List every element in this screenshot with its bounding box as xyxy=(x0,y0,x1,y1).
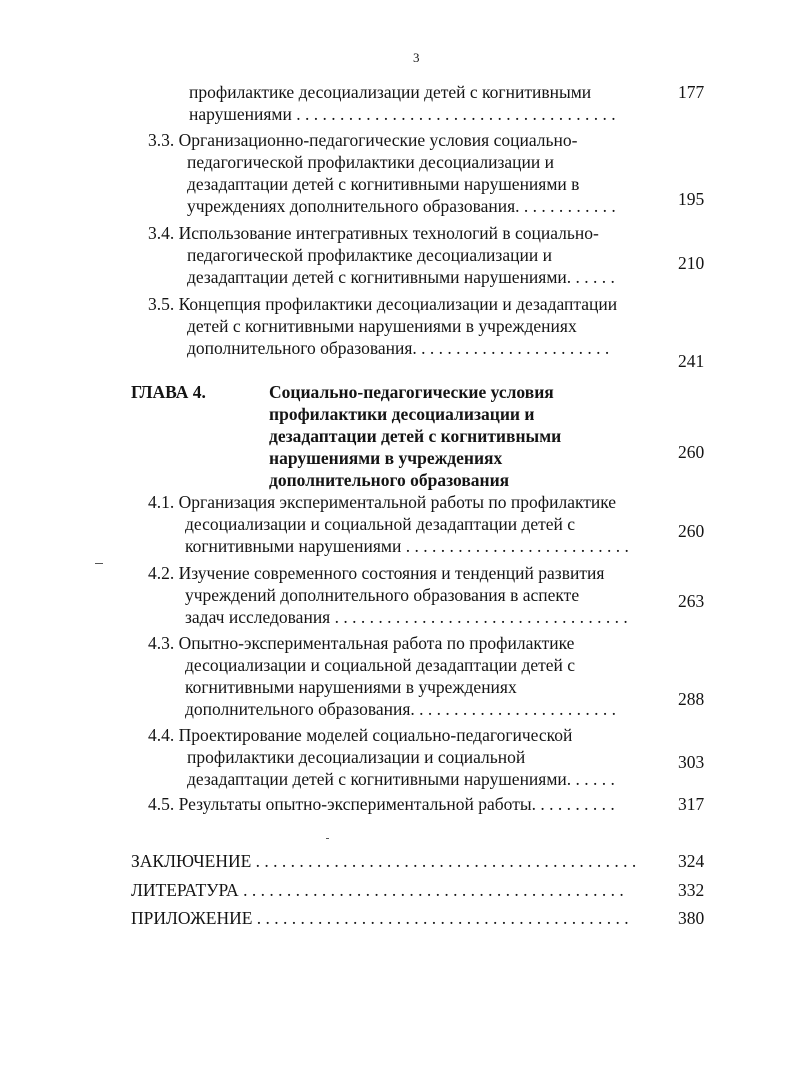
toc-page-number: 380 xyxy=(678,908,705,928)
toc-page-number: 260 xyxy=(678,521,705,541)
scan-mark xyxy=(95,563,103,564)
toc-page-number: 303 xyxy=(678,752,705,772)
toc-entry-line: когнитивными нарушениями . . . . . . . . . . . . . . . . . . . . . . . . . . xyxy=(185,536,629,556)
toc-page-number: 317 xyxy=(678,794,705,814)
toc-page-number: 324 xyxy=(678,851,705,871)
toc-entry-line: дезадаптации детей с когнитивными нарушениями. . . . . . xyxy=(187,769,615,789)
toc-entry-line: нарушениями . . . . . . . . . . . . . . . . . . . . . . . . . . . . . . . . . . . . . xyxy=(189,104,616,124)
toc-entry-line: учреждений дополнительного образования в аспекте xyxy=(185,585,580,605)
page-number: 3 xyxy=(413,50,420,65)
toc-entry-line: 4.3. Опытно-экспериментальная работа по профилактике xyxy=(148,633,575,653)
toc-entry-line: профилактике десоциализации детей с когнитивными xyxy=(189,82,592,102)
back-matter-label: ЗАКЛЮЧЕНИЕ . . . . . . . . . . . . . . . . . . . . . . . . . . . . . . . . . . . . . . . . . . . . xyxy=(131,851,637,871)
chapter-title-line: профилактики десоциализации и xyxy=(269,404,535,424)
chapter-label: ГЛАВА 4. xyxy=(131,382,206,402)
toc-page-number: 260 xyxy=(678,442,705,462)
toc-entry-line: 3.3. Организационно-педагогические условия социально- xyxy=(148,130,578,150)
toc-page-number: 263 xyxy=(678,591,705,611)
toc-entry-line: 4.1. Организация экспериментальной работы по профилактике xyxy=(148,492,617,512)
toc-page-number: 332 xyxy=(678,880,705,900)
back-matter-label: ПРИЛОЖЕНИЕ . . . . . . . . . . . . . . . . . . . . . . . . . . . . . . . . . . . . . . . . . . . xyxy=(131,908,629,928)
chapter-title-line: дезадаптации детей с когнитивными xyxy=(269,426,562,446)
toc-entry-line: дополнительного образования. . . . . . . . . . . . . . . . . . . . . . . . xyxy=(185,699,617,719)
toc-page-number: 177 xyxy=(678,82,705,102)
toc-entry-line: 4.2. Изучение современного состояния и тенденций развития xyxy=(148,563,605,583)
scan-mark xyxy=(326,838,329,839)
toc-entry-line: 3.5. Концепция профилактики десоциализации и дезадаптации xyxy=(148,294,618,314)
toc-entry-line: десоциализации и социальной дезадаптации детей с xyxy=(185,655,576,675)
back-matter-label: ЛИТЕРАТУРА . . . . . . . . . . . . . . . . . . . . . . . . . . . . . . . . . . . . . . . . . . . . xyxy=(131,880,624,900)
toc-entry-line: профилактики десоциализации и социальной xyxy=(187,747,526,767)
chapter-title-line: Социально-педагогические условия xyxy=(269,382,554,402)
toc-entry-line: дезадаптации детей с когнитивными нарушениями в xyxy=(187,174,580,194)
toc-entry-line: 3.4. Использование интегративных технологий в социально- xyxy=(148,223,599,243)
toc-page-number: 241 xyxy=(678,351,705,371)
toc-entry-line: 4.4. Проектирование моделей социально-педагогической xyxy=(148,725,573,745)
toc-page-number: 288 xyxy=(678,689,705,709)
chapter-title-line: нарушениями в учреждениях xyxy=(269,448,503,468)
toc-entry-line: когнитивными нарушениями в учреждениях xyxy=(185,677,517,697)
toc-entry-line: десоциализации и социальной дезадаптации детей с xyxy=(185,514,576,534)
toc-entry-line: задач исследования . . . . . . . . . . . . . . . . . . . . . . . . . . . . . . . . . . xyxy=(185,607,628,627)
toc-entry-line: педагогической профилактике десоциализации и xyxy=(187,245,552,265)
toc-entry-line: детей с когнитивными нарушениями в учреждениях xyxy=(187,316,577,336)
toc-entry-line: 4.5. Результаты опытно-экспериментальной работы. . . . . . . . . . xyxy=(148,794,615,814)
toc-page-number: 195 xyxy=(678,189,705,209)
toc-entry-line: дополнительного образования. . . . . . . . . . . . . . . . . . . . . . . xyxy=(187,338,610,358)
toc-entry-line: педагогической профилактики десоциализации и xyxy=(187,152,554,172)
toc-entry-line: дезадаптации детей с когнитивными нарушениями. . . . . . xyxy=(187,267,615,287)
chapter-title-line: дополнительного образования xyxy=(269,470,510,490)
toc-entry-line: учреждениях дополнительного образования. . . . . . . . . . . . xyxy=(187,196,616,216)
toc-page-number: 210 xyxy=(678,253,705,273)
